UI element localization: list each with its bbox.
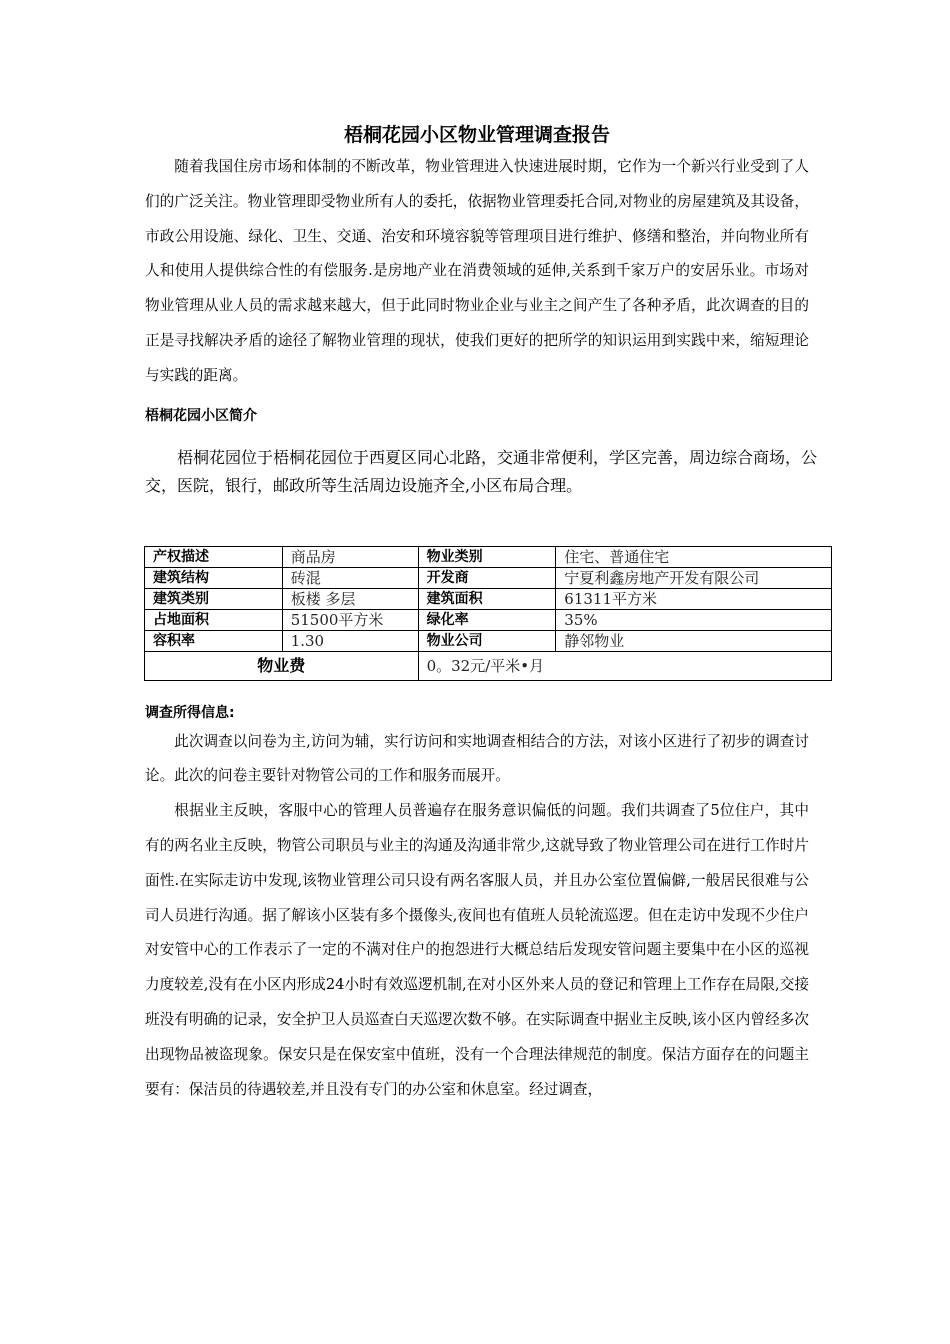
findings-paragraph-1: 此次调查以问卷为主,访问为辅，实行访问和实地调查相结合的方法，对该小区进行了初步的调查讨论。此次的问卷主要针对物管公司的工作和服务而展开。	[145, 732, 809, 785]
fee-label: 物业费	[145, 651, 419, 680]
table-row	[145, 546, 832, 567]
table-field-label: 占地面积	[145, 609, 283, 630]
table-field-value: 35%	[556, 609, 832, 630]
table-row	[145, 588, 832, 609]
table-field-value: 61311平方米	[556, 588, 832, 609]
table-field-value: 砖混	[282, 567, 418, 588]
table-field-value: 宁夏利鑫房地产开发有限公司	[556, 567, 832, 588]
section-heading-findings: 调查所得信息:	[145, 704, 235, 721]
table-field-label: 物业类别	[418, 546, 556, 567]
table-field-label: 容积率	[145, 630, 283, 651]
section-heading-intro: 梧桐花园小区简介	[145, 407, 257, 424]
table-field-value: 板楼 多层	[282, 588, 418, 609]
findings-paragraph-2: 根据业主反映，客服中心的管理人员普遍存在服务意识偏低的问题。我们共调查了5位住户，其中有的两名业主反映，物管公司职员与业主的沟通及沟通非常少,这就导致了物业管理公司在进行工作时片面性.在实际走访中发现,该物业管理公司只设有两名客服人员，并且办公室位置偏僻,一般居民很难与公司人员进行沟通。据了解该小区装有多个摄像头,夜间也有值班人员轮流巡逻。但在走访中发现不少住户对安管中心的工作表示了一定的不满对住户的抱怨进行大概总结后发现安管问题主要集中在小区的巡视力度较差,没有在小区内形成24小时有效巡逻机制,在对小区外来人员的登记和管理上工作存在局限,交接班没有明确的记录，安全护卫人员巡查白天巡逻次数不够。在实际调查中据业主反映,该小区内曾经多次出现物品被盗现象。保安只是在保安室中值班，没有一个合理法律规范的制度。保洁方面存在的问题主要有：保洁员的待遇较差,并且没有专门的办公室和休息室。经过调查，	[145, 802, 809, 1098]
table-row-fee	[145, 651, 832, 680]
table-row	[145, 609, 832, 630]
community-intro-text: 梧桐花园位于梧桐花园位于西夏区同心北路，交通非常便利，学区完善，周边综合商场，公交，医院，银行，邮政所等生活周边设施齐全,小区布局合理。	[145, 447, 818, 495]
table-field-label: 建筑类别	[145, 588, 283, 609]
table-row	[145, 630, 832, 651]
report-title: 梧桐花园小区物业管理调查报告	[343, 124, 610, 146]
table-field-label: 建筑面积	[418, 588, 556, 609]
table-row	[145, 567, 832, 588]
table-field-value: 51500平方米	[282, 609, 418, 630]
table-field-label: 建筑结构	[145, 567, 283, 588]
table-field-label: 产权描述	[145, 546, 283, 567]
property-info-table	[144, 546, 832, 681]
fee-value: 0。32元/平米•月	[418, 651, 831, 680]
intro-paragraph: 随着我国住房市场和体制的不断改革，物业管理进入快速进展时期，它作为一个新兴行业受到了人们的广泛关注。物业管理即受物业所有人的委托，依据物业管理委托合同,对物业的房屋建筑及其设备，市政公用设施、绿化、卫生、交通、治安和环境容貌等管理项目进行维护、修缮和整治，并向物业所有人和使用人提供综合性的有偿服务.是房地产业在消费领域的延伸,关系到千家万户的安居乐业。市场对物业管理从业人员的需求越来越大，但于此同时物业企业与业主之间产生了各种矛盾，此次调查的目的正是寻找解决矛盾的途径了解物业管理的现状，使我们更好的把所学的知识运用到实践中来，缩短理论与实践的距离。	[145, 158, 809, 384]
table-field-label: 开发商	[418, 567, 556, 588]
table-field-value: 商品房	[282, 546, 418, 567]
table-field-value: 住宅、普通住宅	[556, 546, 832, 567]
report-body	[145, 120, 818, 1107]
table-field-value: 1.30	[282, 630, 418, 651]
table-field-value: 静邻物业	[556, 630, 832, 651]
table-field-label: 绿化率	[418, 609, 556, 630]
table-field-label: 物业公司	[418, 630, 556, 651]
